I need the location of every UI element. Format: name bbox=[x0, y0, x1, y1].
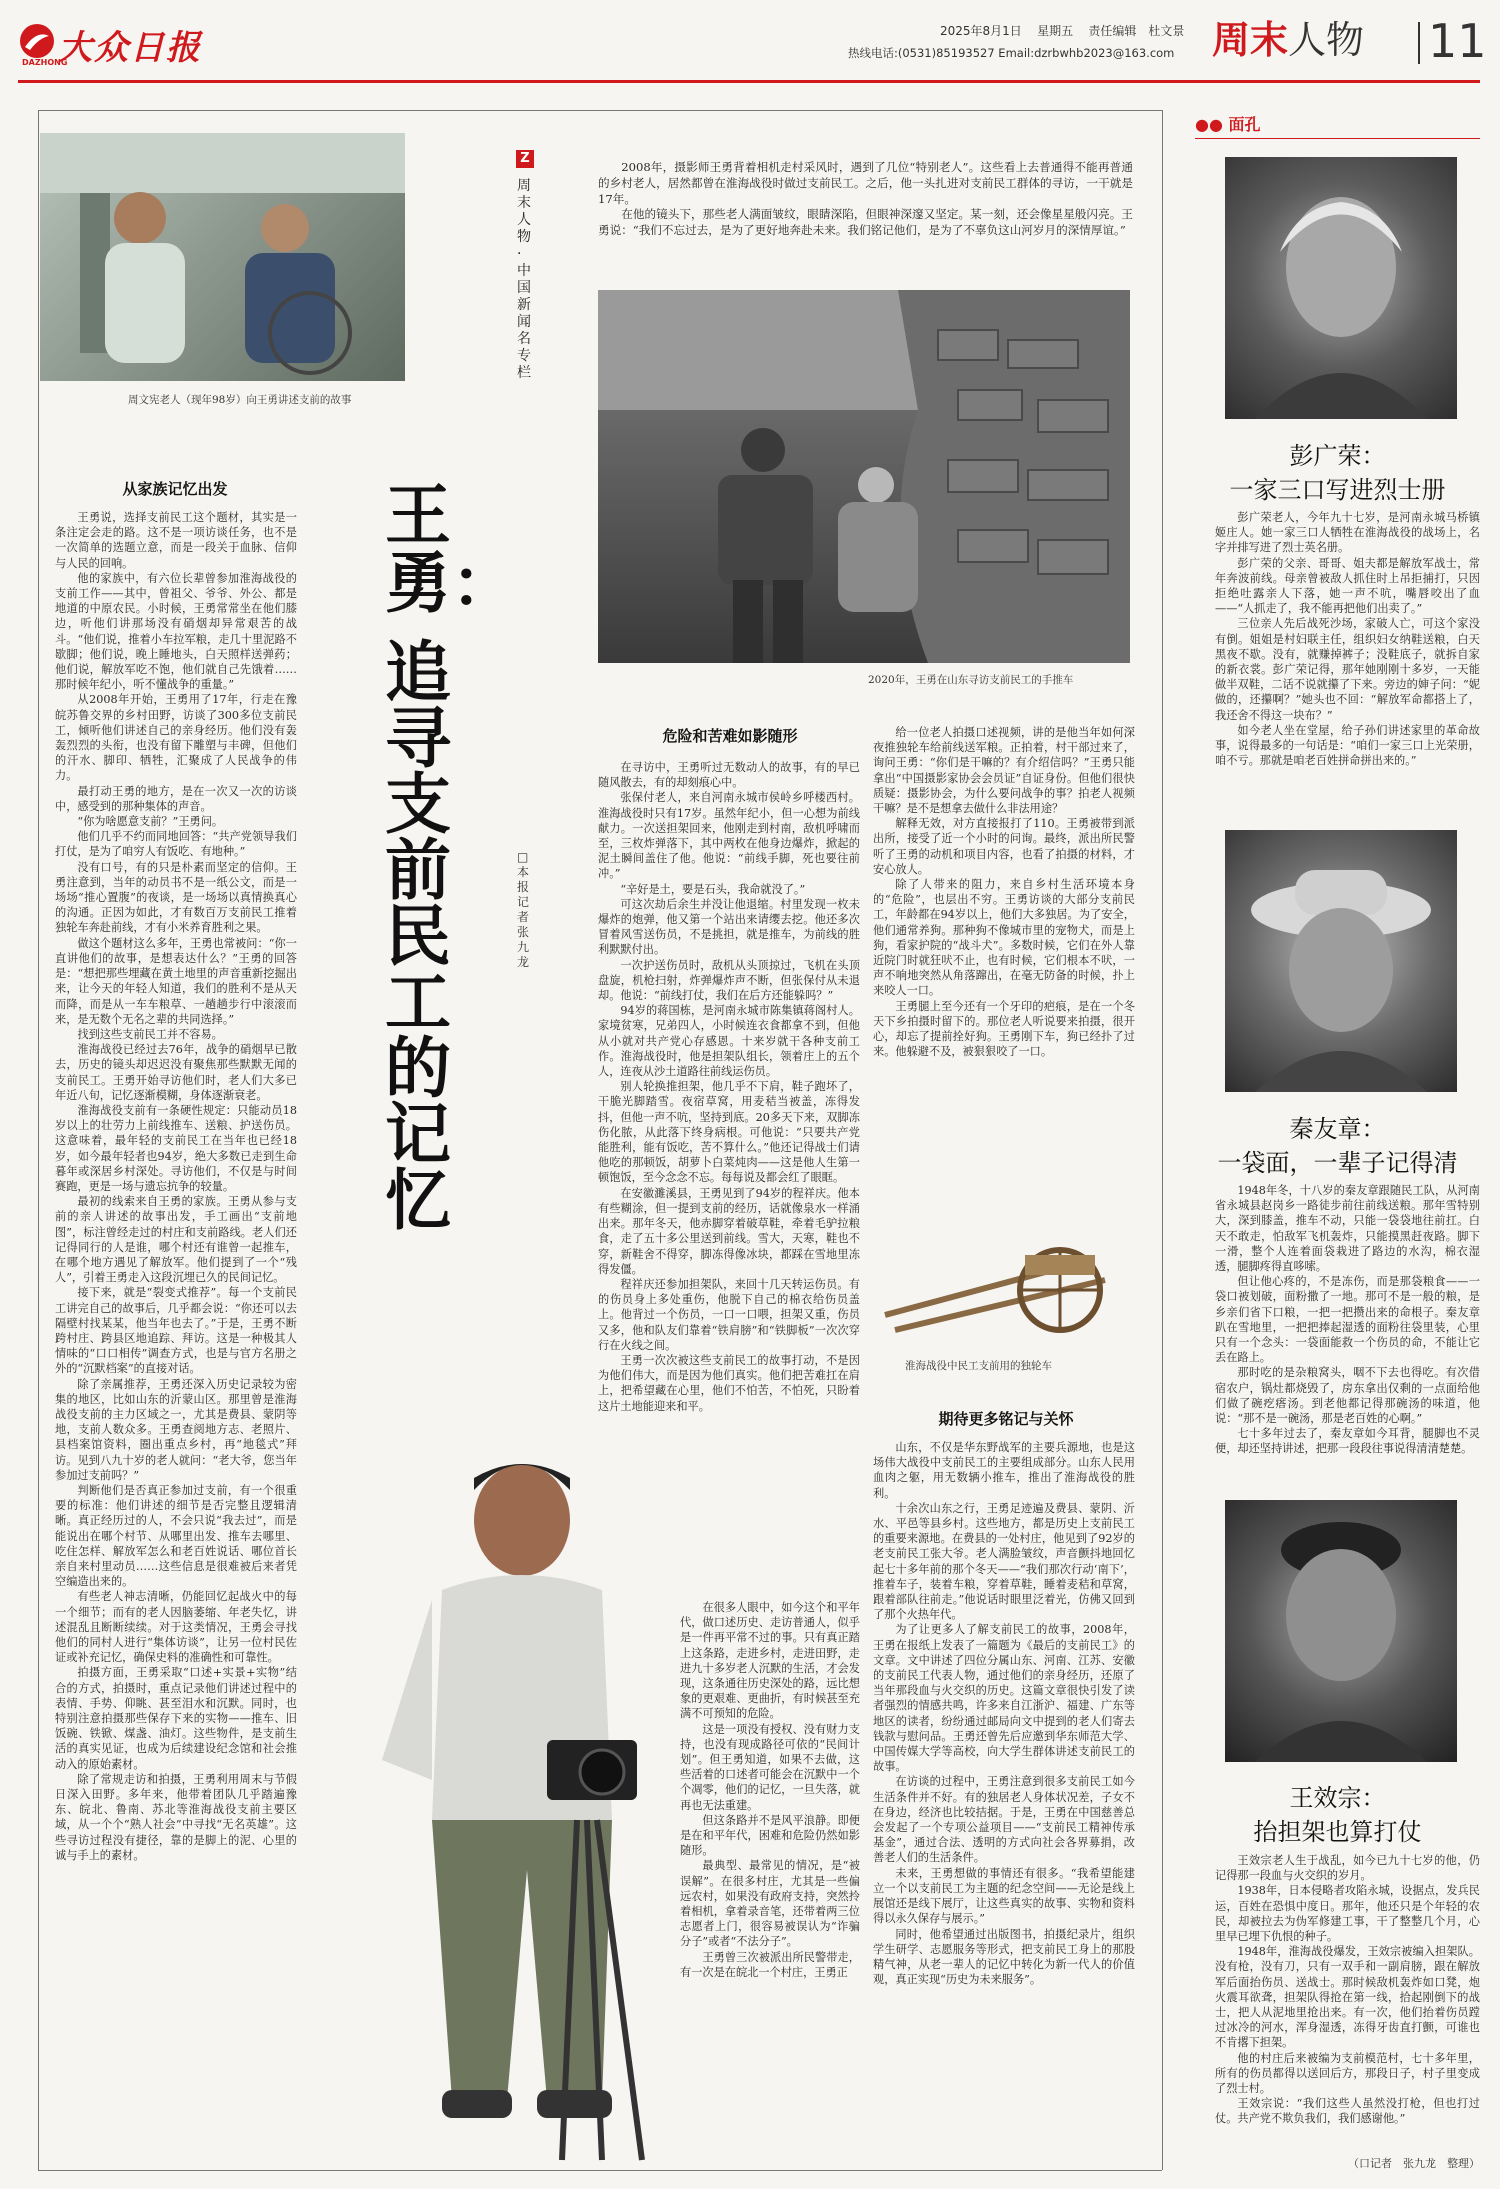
newspaper-logo-icon bbox=[18, 22, 56, 60]
paragraph: 王勇腿上至今还有一个牙印的疤痕，是在一个冬天下乡拍摄时留下的。那位老人听说要来拍摄，很开心，却忘了提前拴好狗。王勇刚下车，狗已经扑了过来。他躲避不及，被狠狠咬了一口。 bbox=[873, 999, 1135, 1059]
paragraph: 彭广荣老人，今年九十七岁，是河南永城马桥镇姬庄人。她一家三口人牺牲在淮海战役的战场上，名字并排写进了烈士英名册。 bbox=[1215, 511, 1480, 555]
paragraph: 淮海战役支前有一条硬性规定：只能动员18岁以上的壮劳力上前线推车、送粮、护送伤员。这意味着，最年轻的支前民工在当年也已经18岁，如今最年轻者也94岁，绝大多数已走到生命暮年或深居乡村深处。寻访他们，不仅是与时间赛跑，更是一场与遗忘抗争的较量。 bbox=[55, 1103, 297, 1193]
profile-3-text bbox=[1215, 1853, 1480, 2151]
paragraph: 他的村庄后来被编为支前模范村，七十多年里，所有的伤员都得以送回后方，那段日子，村子里变成了烈士村。 bbox=[1215, 2051, 1480, 2096]
profile-2-name: 秦友章： bbox=[1289, 1115, 1386, 1143]
paragraph: 那时吃的是杂粮窝头，咽不下去也得吃。有次借宿农户，锅灶都烧毁了，房东拿出仅剩的一点面给他们做了碗疙瘩汤。到老他都记得那碗汤的味道，他说：“那不是一碗汤，那是老百姓的心啊。” bbox=[1215, 1366, 1480, 1426]
hotline-email: 热线电话:(0531)85193527 Email:dzrbwhb2023@163.com bbox=[848, 46, 1175, 60]
paragraph: 最打动王勇的地方，是在一次又一次的访谈中，感受到的那种集体的声音。 bbox=[55, 784, 297, 813]
profile-2-subtitle: 一袋面，一辈子记得清 bbox=[1217, 1149, 1458, 1177]
paragraph: 1948年冬，十八岁的秦友章跟随民工队，从河南省永城县赵岗乡一路徒步前往前线送粮。那年雪特别大，深到膝盖，推车不动，只能一袋袋地往前扛。白天不敢走，怕敌军飞机轰炸，只能摸黑赶夜路。脚下一滑，整个人连着面袋栽进了路边的水沟，棉衣湿透，腿脚疼得直哆嗦。 bbox=[1215, 1184, 1480, 1274]
article-column-2-continued bbox=[680, 1600, 860, 2160]
paragraph: 同时，他希望通过出版图书，拍摄纪录片，组织学生研学、志愿服务等形式，把支前民工身上的那股精气神，从老一辈人的记忆中转化为新一代人的价值观，真正实现“历史为未来服务”。 bbox=[873, 1927, 1135, 1987]
paragraph: 他的家族中，有六位长辈曾参加淮海战役的支前工作——其中，曾祖父、爷爷、外公、都是地道的中原农民。小时候，王勇常常坐在他们膝边，听他们讲那场没有硝烟却异常艰苦的战斗。“他们说，推着小车拉军粮，走几十里泥路不歇脚；他们说，晚上睡地头，白天照样送弹药；他们说，解放军吃不饱，他们就自己先饿着……那时候年纪小，听不懂战争的重量。” bbox=[55, 571, 297, 692]
paragraph: 1938年，日本侵略者攻陷永城，设据点，发兵民运，百姓在恐惧中度日。那年，他还只是个年轻的农民，却被拉去为伪军修建工事，干了整整几个月，心里早已埋下仇恨的种子。 bbox=[1215, 1884, 1480, 1944]
paragraph: 七十多年过去了，秦友章如今耳背，腿脚也不灵便，却还坚持讲述，把那一段段往事说得清清楚楚。 bbox=[1215, 1427, 1480, 1456]
paragraph: 除了人带来的阻力，来自乡村生活环境本身的“危险”，也层出不穷。王勇访谈的大部分支前民工，年龄都在94岁以上，他们大多独居。为了安全，他们通常养狗。那种狗不像城市里的宠物犬，而是上狗，看家护院的“战斗犬”。多数时候，它们在外人靠近院门时就狂吠不止，也有时候，它们根本不吠，一声不响地突然从角落蹿出，在毫无防备的时候，扑上来咬人一口。 bbox=[873, 878, 1135, 998]
article-column-1 bbox=[55, 510, 297, 2160]
paragraph: 找到这些支前民工并不容易。 bbox=[77, 1027, 223, 1041]
column-tag-mark: Z bbox=[516, 150, 534, 168]
paragraph: 在很多人眼中，如今这个和平年代，做口述历史、走访普通人，似乎是一件再平常不过的事。只有真正踏上这条路，走进乡村，走进田野，走进九十多岁老人沉默的生活，才会发现，这条通往历史深处的路，远比想象的更艰难、更曲折，有时候甚至充满不可预知的危险。 bbox=[680, 1601, 860, 1721]
paragraph: 在他的镜头下，那些老人满面皱纹，眼睛深陷，但眼神深邃又坚定。某一刻，还会像星星般闪亮。王勇说：“我们不忘过去，是为了更好地奔赴未来。我们铭记他们，是为了不辜负这山河岁月的深情厚谊。” bbox=[598, 207, 1133, 238]
profile-1-name: 彭广荣： bbox=[1289, 442, 1386, 470]
portrait-wang-xiaozong bbox=[1225, 1500, 1457, 1762]
wheelbarrow-photo bbox=[875, 1220, 1135, 1350]
paragraph: 给一位老人拍摄口述视频，讲的是他当年如何深夜推独轮车给前线送军粮。正拍着，村干部过来了，询问王勇：“你们是干嘛的？有介绍信吗？”王勇只能拿出“中国摄影家协会会员证”自证身份。但他们很快质疑：摄影协会，为什么要问战争的事？拍老人视频干嘛？是不是想拿去做什么非法用途？ bbox=[873, 726, 1135, 816]
paragraph: 山东，不仅是华东野战军的主要兵源地，也是这场伟大战役中支前民工的主要组成部分。山东人民用血肉之躯，用无数辆小推车，推出了淮海战役的胜利。 bbox=[873, 1441, 1135, 1500]
subhead-remembrance: 期待更多铭记与关怀 bbox=[938, 1410, 1074, 1428]
paragraph: 未来，王勇想做的事情还有很多。“我希望能建立一个以支前民工为主题的纪念空间——无论是线上展馆还是线下展厅，让这些真实的故事、实物和资料得以永久保存与展示。” bbox=[873, 1866, 1135, 1926]
profile-3-subtitle: 抬担架也算打仗 bbox=[1253, 1818, 1422, 1846]
wheelbarrow-caption: 淮海战役中民工支前用的独轮车 bbox=[905, 1360, 1052, 1372]
article-column-3 bbox=[873, 725, 1135, 1165]
issue-date: 2025年8月1日 bbox=[940, 24, 1022, 38]
paragraph: “辛好是土，要是石头，我命就没了。” bbox=[620, 882, 806, 896]
photographer-cutout bbox=[312, 1400, 682, 2170]
portrait-qin-youzhang bbox=[1225, 830, 1457, 1092]
paragraph: 从2008年开始，王勇用了17年，行走在豫皖苏鲁交界的乡村田野，访谈了300多位支前民工，倾听他们讲述自己的亲身经历。他们没有轰轰烈烈的头衔，也没有留下雕塑与丰碑，但他们的汗水、脚印、牺牲，汇聚成了人民战争的伟力。 bbox=[55, 693, 297, 783]
paragraph: 别人轮换推担架，他几乎不下肩，鞋子跑坏了，干脆光脚踏雪。夜宿草窝，用麦秸当被盖，冻得发抖，但他一声不吭，坚持到底。20多天下来，双脚冻伤化脓，从此落下终身病根。可他说：“只要共产党能胜利，能有饭吃，苦不算什么。”他还记得战士们请他吃的那顿饭，胡萝卜白菜炖肉——这是他人生第一顿饱饭，至今念念不忘。每每说及都会红了眼眶。 bbox=[598, 1080, 860, 1185]
logo-subtext: DAZHONG bbox=[22, 58, 68, 67]
paragraph: 如今老人坐在堂屋，给子孙们讲述家里的革命故事，说得最多的一句话是：“咱们一家三口上光荣册，咱不亏。那就是咱老百姓拼命拼出来的。” bbox=[1215, 723, 1480, 768]
profile-3-name: 王效宗： bbox=[1289, 1784, 1386, 1812]
column-tag: 周末人物·中国新闻名专栏 bbox=[517, 178, 531, 381]
paragraph: 十余次山东之行，王勇足迹遍及费县、蒙阴、沂水、平邑等县乡村。这些地方，都是历史上支前民工的重要来源地。在费县的一处村庄，他见到了92岁的老支前民工张大爷。老人满脸皱纹，声音颤抖地回忆起七十多年前的那个冬天——“我们那次行动‘南下’，推着车子，装着车粮，穿着草鞋，睡着麦秸和草窝，跟着部队往前走。”他说话时眼里泛着光，仿佛又回到了那个火热年代。 bbox=[873, 1501, 1135, 1622]
paragraph: 这是一项没有授权、没有财力支持，也没有现成路径可依的“民间计划”。但王勇知道，如果不去做，这些活着的口述者可能会在沉默中一个个凋零，他们的记忆，一旦失落，就再也无法重建。 bbox=[680, 1722, 860, 1812]
article-column-4 bbox=[873, 1440, 1135, 2160]
paragraph: 彭广荣的父亲、哥哥、姐夫都是解放军战士，常年奔波前线。母亲曾被敌人抓住时上吊拒捕打，只因拒绝吐露亲人下落，她一声不吭，嘴唇咬出了血——“人抓走了，我不能再把他们出卖了。” bbox=[1215, 556, 1480, 616]
paragraph: 除了常规走访和拍摄，王勇利用周末与节假日深入田野。多年来，他带着团队几乎踏遍豫东、皖北、鲁南、苏北等淮海战役支前主要区域，从一个个“熟人社会”中寻找“无名英雄”。这些寻访过程没有捷径，靠的是脚上的泥、心里的诚与手上的素材。 bbox=[55, 1772, 297, 1862]
paragraph: 程祥庆还参加担架队，来回十几天转运伤员。有的伤员身上多处重伤，他脱下自己的棉衣给伤员盖上。他背过一个伤员，一口一口喂，担架又重，伤员又多，他和队友们靠着“铁肩膀”和“铁脚板”一次次穿行在火线之间。 bbox=[598, 1277, 860, 1352]
subhead-danger-hardship: 危险和苦难如影随形 bbox=[662, 727, 798, 745]
paragraph: 王勇曾三次被派出所民警带走，有一次是在皖北一个村庄，王勇正 bbox=[680, 1950, 860, 1979]
paragraph: 判断他们是否真正参加过支前，有一个很重要的标准：他们讲述的细节是否完整且逻辑清晰。真正经历过的人，不会只说“我去过”，而是能说出在哪个村节、从哪里出发、推车去哪里、吃住怎样、解放军怎么和老百姓说话、哪位首长亲自来村里动员……这些信息是很难被后来者凭空编造出来的。 bbox=[55, 1484, 297, 1589]
section-label-weekend: 周末 bbox=[1212, 18, 1289, 62]
paragraph: 一次护送伤员时，敌机从头顶掠过，飞机在头顶盘旋，机枪扫射，炸弹爆炸声不断，但张保付从未退却。他说：“前线打仗，我们在后方还能躲吗？” bbox=[598, 958, 860, 1003]
photo-interview-caption: 周文宪老人（现年98岁）向王勇讲述支前的故事 bbox=[128, 394, 352, 406]
page-number: 11 bbox=[1428, 14, 1487, 68]
paragraph: 张保付老人，来自河南永城市侯岭乡呼楼西村。淮海战役时只有17岁。虽然年纪小，但一心想为前线献力。一次送担架回来，他刚走到村南，敌机呼啸而至，三枚炸弹落下，其中两枚在他身边爆炸，掀起的泥土瞬间盖住了他。他说：“前线手脚，死也要往前冲。” bbox=[598, 791, 860, 881]
masthead-rule bbox=[18, 80, 1480, 83]
paragraph: 最初的线索来自王勇的家族。王勇从参与支前的亲人讲述的故事出发，手工画出“支前地图”，标注曾经走过的村庄和支前路线。老人们还记得同行的人是谁，哪个村还有谁曾一起推车，在哪个地方遇见了解放军。他们提到了一个“残人”，引着王勇走入这段沉埋已久的民间记忆。 bbox=[55, 1195, 297, 1285]
paragraph: 做这个题材这么多年，王勇也常被问：“你一直讲他们的故事，是想表达什么？”王勇的回答是：“想把那些埋藏在黄土地里的声音重新挖掘出来，让今天的年轻人知道，我们的胜利不是从天而降，而是从一车车粮草、一趟趟步行中滚滚而来，是无数个无名之辈的共同选择。” bbox=[55, 936, 297, 1026]
sidebar-header bbox=[1195, 112, 1261, 135]
paragraph: “你为啥愿意支前？”王勇问。 bbox=[77, 815, 224, 829]
paragraph: 在寻访中，王勇听过无数动人的故事，有的早已随风散去，有的却刻痕心中。 bbox=[598, 761, 860, 790]
paragraph: 他们几乎不约而同地回答：“共产党领导我们打仗，是为了咱穷人有饭吃、有地种。” bbox=[55, 830, 297, 859]
headline-title: 追寻支前民工的记忆 bbox=[385, 634, 451, 1239]
sidebar-credit: （口记者 张九龙 整理） bbox=[1348, 2157, 1480, 2170]
paragraph: 王效宗老人生于战乱，如今已九十七岁的他，仍记得那一段血与火交织的岁月。 bbox=[1215, 1854, 1480, 1883]
issue-weekday: 星期五 bbox=[1037, 24, 1074, 38]
paragraph: 淮海战役已经过去76年，战争的硝烟早已散去，历史的镜头却迟迟没有聚焦那些默默无闻的支前民工。王勇开始寻访他们时，老人们大多已年近八旬，记忆逐渐模糊，身体逐渐衰老。 bbox=[55, 1043, 297, 1102]
paragraph: 拍摄方面，王勇采取“口述+实景+实物”结合的方式，拍摄时，重点记录他们讲述过程中的表情、手势、仰眺、甚至泪水和沉默。同时，也特别注意拍摄那些保存下来的实物——推车、旧饭碗、铁锨、煤盏、油灯。这些物件，是支前生活的真实见证，也成为后续建设纪念馆和社会推动入的原始素材。 bbox=[55, 1666, 297, 1771]
profile-1-text bbox=[1215, 510, 1480, 810]
photo-interview bbox=[40, 133, 405, 381]
paragraph: 没有口号，有的只是朴素而坚定的信仰。王勇注意到，当年的动员书不是一纸公文，而是一场场“推心置腹”的夜谈，是一场场以真情换真心的沟通。正因为如此，才有数百万支前民工推着独轮车奔赴前线，才有小米养育胜利之果。 bbox=[55, 860, 297, 935]
paragraph: 可这次劫后余生并没让他退缩。村里发现一枚未爆炸的炮弹，他又第一个站出来请缨去挖。他还多次冒着风雪送伤员，不是挑担，就是推车，为前线的胜利默默付出。 bbox=[598, 897, 860, 957]
paragraph: 接下来，就是“裂变式推荐”。每一个支前民工讲完自己的故事后，几乎都会说：“你还可以去隔壁村找某某，他当年也去了。”于是，王勇不断跨村庄、跨县区地追踪、拜访。这是一种极其人情味的“口口相传”调查方式，也是与官方名册之外的“沉默档案”的直接对话。 bbox=[55, 1286, 297, 1376]
photo-cart-search-caption: 2020年，王勇在山东寻访支前民工的手推车 bbox=[868, 674, 1074, 686]
main-story-border bbox=[38, 110, 39, 2170]
section-label-people: 人物 bbox=[1288, 18, 1365, 62]
paragraph: 94岁的蒋国栋，是河南永城市陈集镇蒋阁村人。家境贫寒，兄弟四人，小时候连衣食都拿不到，但他从小就对共产党心存感恩。十来岁就干各种支前工作。淮海战役时，他是担架队组长，领着庄上的五个人，连夜从沙土道路往前线运伤员。 bbox=[598, 1004, 860, 1079]
profile-2-text bbox=[1215, 1183, 1480, 1483]
portrait-peng-guangrong bbox=[1225, 157, 1457, 419]
paragraph: 除了亲属推荐，王勇还深入历史记录较为密集的地区，比如山东的沂蒙山区。那里曾是淮海战役支前的主力区域之一，尤其是费县、蒙阴等地，支前人数众多。王勇查阅地方志、老照片、县档案馆资料，圈出重点乡村，再“地毯式”拜访。见到八九十岁的老人就问：“老大爷，您当年参加过支前吗？” bbox=[55, 1377, 297, 1482]
photo-cart-search bbox=[598, 290, 1130, 663]
paragraph: 王效宗说：“我们这些人虽然没打枪，但也打过仗。共产党不欺负我们，我们感谢他。” bbox=[1215, 2097, 1480, 2126]
sidebar-header-label: 面孔 bbox=[1228, 115, 1261, 134]
paragraph: 为了让更多人了解支前民工的故事，2008年，王勇在报纸上发表了一篇题为《最后的支前民工》的文章。文中讲述了四位分属山东、河南、江苏、安徽的支前民工代表人物，通过他们的亲身经历，还原了当年那段血与火交织的历史。这篇文章很快引发了读者强烈的情感共鸣，许多来自江浙沪、福建、广东等地区的读者，纷纷通过邮局向文中提到的老人们寄去钱款与慰问品。王勇还曾先后应邀到华东师范大学、中国传媒大学等高校，向大学生群体讲述支前民工的故事。 bbox=[873, 1623, 1135, 1774]
paragraph: 有些老人神志清晰，仍能回忆起战火中的每一个细节；而有的老人因脑萎缩、年老失忆，讲述混乱且断断续续。对于这类情况，王勇会寻找他们的同村人进行“集体访谈”，让另一位村民佐证或补充记忆，确保史料的准确性和可靠性。 bbox=[55, 1590, 297, 1665]
responsible-editor: 责任编辑 杜文景 bbox=[1088, 24, 1185, 38]
article-intro bbox=[598, 160, 1133, 285]
paragraph: 在访谈的过程中，王勇注意到很多支前民工如今生活条件并不好。有的独居老人身体状况差，子女不在身边，经济也比较拮据。于是，王勇在中国慈善总会发起了一个专项公益项目——“支前民工精神传承基金”，通过合法、透明的方式向社会各界募捐，改善老人们的生活条件。 bbox=[873, 1775, 1135, 1865]
paragraph: 最典型、最常见的情况，是“被误解”。在很多村庄，尤其是一些偏远农村，如果没有政府支持，突然拎着相机，拿着录音笔，还带着两三位志愿者上门，很容易被误认为“诈骗分子”或者“不法分子”。 bbox=[680, 1859, 860, 1949]
paragraph: 三位亲人先后战死沙场，家破人亡，可这个家没有倒。姐姐是村妇联主任，组织妇女纳鞋送粮，白天黑夜不歇。没有，就赚掉裤子；没鞋底子，就拆自家的新衣裳。彭广荣记得，那年她刚刚十多岁，一天能做半双鞋，二话不说就攥了下来。旁边的婶子问：“妮做的，还攥啊？”她头也不回：“解放军命都搭上了，我还舍不得这一块布？” bbox=[1215, 617, 1480, 722]
logo-text: 大众日报 bbox=[58, 28, 202, 68]
byline: □本报记者 张九龙 bbox=[517, 850, 542, 969]
people-icon: ●● bbox=[1195, 115, 1223, 134]
paragraph: 但让他心疼的，不是冻伤，而是那袋粮食——一袋口被划破，面粉撒了一地。那可不是一般的粮，是乡亲们省下口粮，一把一把攒出来的命根子。秦友章趴在雪地里，一把把捧起湿透的面粉往袋里装，心里只有一个念头：一袋面能救一个伤员的命，不能让它丢在路上。 bbox=[1215, 1275, 1480, 1365]
masthead bbox=[0, 0, 1500, 75]
paragraph: 在安徽濉溪县，王勇见到了94岁的程祥庆。他本有些糊涂，但一提到支前的经历，话就像泉水一样涌出来。那年冬天，他赤脚穿着破草鞋，牵着毛驴拉粮食，走了五十多公里送到前线。雪大，天寒，鞋也不穿，新鞋舍不得穿，脚冻得像冰块，都踩在雪地里冻得发僵。 bbox=[598, 1186, 860, 1276]
paragraph: 2008年，摄影师王勇背着相机走村采风时，遇到了几位“特别老人”。这些看上去普通得不能再普通的乡村老人，居然都曾在淮海战役时做过支前民工。之后，他一头扎进对支前民工群体的寻访，一干就是17年。 bbox=[598, 160, 1133, 206]
headline-name: 王勇： bbox=[385, 477, 517, 622]
paragraph: 1948年，淮海战役爆发，王效宗被编入担架队。没有枪，没有刀，只有一双手和一副肩膀，跟在解放军后面抬伤员、送战士。那时候敌机轰炸如口凳，炮火震耳欲聋，担架队得抢在第一线，拾起刚倒下的战士，把人从泥地里抢出来。有一次，他们抬着伤员蹚过冰冷的河水，浑身湿透，冻得牙齿直打颤，可谁也不肯撂下担架。 bbox=[1215, 1945, 1480, 2050]
paragraph: 王勇一次次被这些支前民工的故事打动，不是因为他们伟大，而是因为他们真实。他们把苦难扛在肩上，把希望藏在心里，他们不怕苦，不怕死，只盼着这片土地能迎来和平。 bbox=[598, 1353, 860, 1413]
paragraph: 解释无效，对方直接报打了110。王勇被带到派出所，接受了近一个小时的问询。最终，派出所民警听了王勇的动机和项目内容，也看了拍摄的材料，才安心放人。 bbox=[873, 817, 1135, 876]
paragraph: 但这条路并不是风平浪静。即便是在和平年代，困难和危险仍然如影随形。 bbox=[680, 1813, 860, 1858]
subhead-family-memory: 从家族记忆出发 bbox=[122, 480, 228, 498]
paragraph: 王勇说，选择支前民工这个题材，其实是一条注定会走的路。这不是一项访谈任务，也不是一次简单的选题立意，而是一段关于血脉、信仰与人民的回响。 bbox=[55, 511, 297, 570]
profile-1-subtitle: 一家三口写进烈士册 bbox=[1229, 476, 1446, 504]
section-divider bbox=[1418, 22, 1420, 64]
